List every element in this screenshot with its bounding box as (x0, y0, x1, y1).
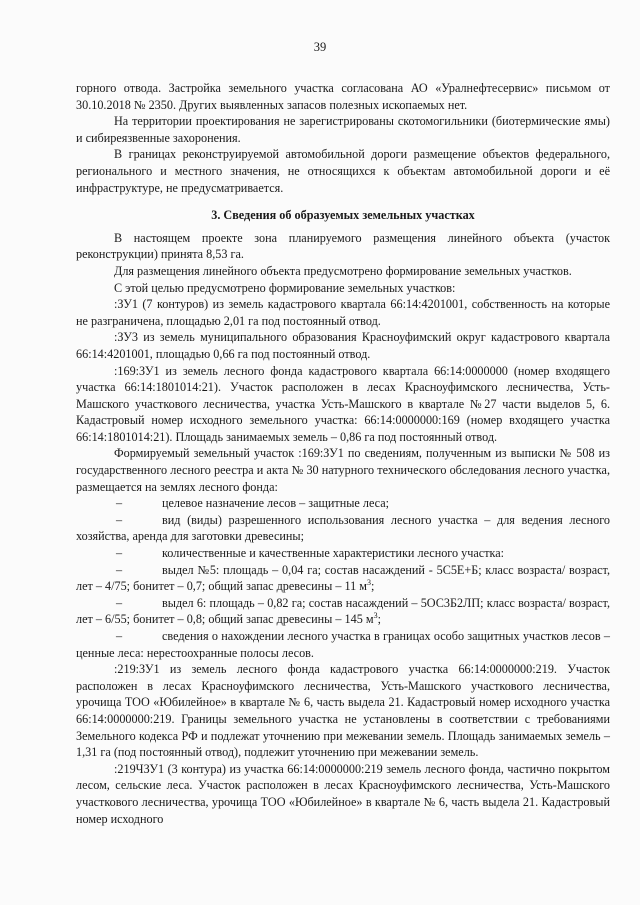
list-item (76, 495, 610, 512)
list-item-text: целевое назначение лесов – защитные леса; (162, 496, 390, 511)
dash-marker: – (116, 512, 123, 527)
punctuation: ; (371, 579, 375, 594)
list-item (76, 595, 610, 628)
paragraph: :169:ЗУ1 из земель лесного фонда кадастрового квартала 66:14:0000000 (номер входящего участка 66:14:1801014:21). Участок расположен в лесах Красноуфимского лесничества, Усть-Машского участкового лесничества, участка Усть-Машского в квартале №27 части выделов 5, 6. Кадастровый номер исходного земельного участка: 66:14:0000000:169 (номер входящего участка 66:14:1801014:21). Площадь занимаемых земель – 0,86 га под постоянный отвод. (76, 363, 610, 444)
paragraph: :ЗУ1 (7 контуров) из земель кадастрового квартала 66:14:4201001, собственность на которые не разграничена, площадью 2,01 га под постоянный отвод. (76, 297, 610, 328)
paragraph: :219:ЗУ1 из земель лесного фонда кадастрового участка 66:14:0000000:219. Участок расположен в лесах Красноуфимского лесничества, Усть-Машского участкового лесничества, урочища ТОО «Юбилейное» в квартале № 6, часть выдела 21. Кадастровый номер исходного участка 66:14:0000000:219. Границы земельного участка не установлены в соответствии с требованиями Земельного кодекса РФ и подлежат уточнению при межевании земель. Площадь занимаемых земель – 1,31 га (под постоянный отвод), подлежит уточнению при межевании земель. (76, 662, 610, 760)
paragraph: На территории проектирования не зарегистрированы скотомогильники (биотермические ямы) и сибиреязвенные захоронения. (76, 114, 610, 145)
list-item-text: вид (виды) разрешенного использования лесного участка – для ведения лесного хозяйства, аренда для заготовки древесины; (76, 512, 610, 544)
punctuation: ; (377, 612, 381, 627)
paragraph: :ЗУ3 из земель муниципального образования Красноуфимский округ кадастрового квартала 66:14:4201001, площадью 0,66 га под постоянный отвод. (76, 330, 610, 361)
paragraph: горного отвода. Застройка земельного участка согласована АО «Уралнефтесервис» письмом от 30.10.2018 № 2350. Других выявленных запасов полезных ископаемых нет. (76, 81, 610, 112)
dash-marker: – (116, 546, 123, 561)
paragraph: В настоящем проекте зона планируемого размещения линейного объекта (участок реконструкции) принята 8,53 га. (76, 230, 610, 262)
superscript: 3 (373, 611, 378, 621)
list-item-text: сведения о нахождении лесного участка в границах особо защитных участков лесов – ценные леса: нерестоохранные полосы лесов. (76, 629, 610, 660)
dash-marker: – (116, 562, 123, 577)
paragraph: Формируемый земельный участок :169:ЗУ1 по сведениям, полученным из выписки № 508 из государственного лесного реестра и акта № 30 натурного технического обследования лесного участка, размещается на землях лесного фонда: (76, 446, 610, 494)
dash-marker: – (116, 629, 123, 643)
page-number: 39 (313, 40, 327, 54)
document-body (76, 80, 610, 827)
section-heading: 3. Сведения об образуемых земельных участках (211, 208, 475, 223)
paragraph: С этой целью предусмотрено формирование земельных участков: (114, 280, 456, 295)
paragraph: :219ЧЗУ1 (3 контура) из участка 66:14:0000000:219 земель лесного фонда, частично покрытом лесом, сельские леса. Участок расположен в лесах Красноуфимского лесничества, Усть-Машского участкового лесничества, урочища ТОО «Юбилейное» в квартале № 6, часть выдела 21. Кадастровый номер исходного (76, 761, 610, 826)
superscript: 3 (367, 578, 372, 588)
paragraph: Для размещения линейного объекта предусмотрено формирование земельных участков. (114, 263, 572, 278)
list-item (76, 545, 610, 562)
dash-marker: – (116, 595, 123, 610)
list-item (76, 628, 610, 661)
list-item-text: выдел 6: площадь – 0,82 га; состав насаждений – 5ОС3Б2ЛП; класс возраста/ возраст, лет – 6/55; бонитет – 0,8; общий запас древесины – 145 м (76, 595, 610, 627)
dash-marker: – (116, 496, 123, 511)
list-item (76, 562, 610, 595)
list-item-text: количественные и качественные характеристики лесного участка: (162, 546, 505, 561)
list-item (76, 512, 610, 545)
list-item-text: выдел №5: площадь – 0,04 га; состав насаждений - 5С5Е+Б; класс возраста/ возраст, лет – 4/75; бонитет – 0,7; общий запас древесины – 11 м (76, 562, 610, 594)
paragraph: В границах реконструируемой автомобильной дороги размещение объектов федерального, регионального и местного значения, не относящихся к объектам автомобильной дороги и её инфраструктуре, не предусматривается. (76, 147, 610, 195)
